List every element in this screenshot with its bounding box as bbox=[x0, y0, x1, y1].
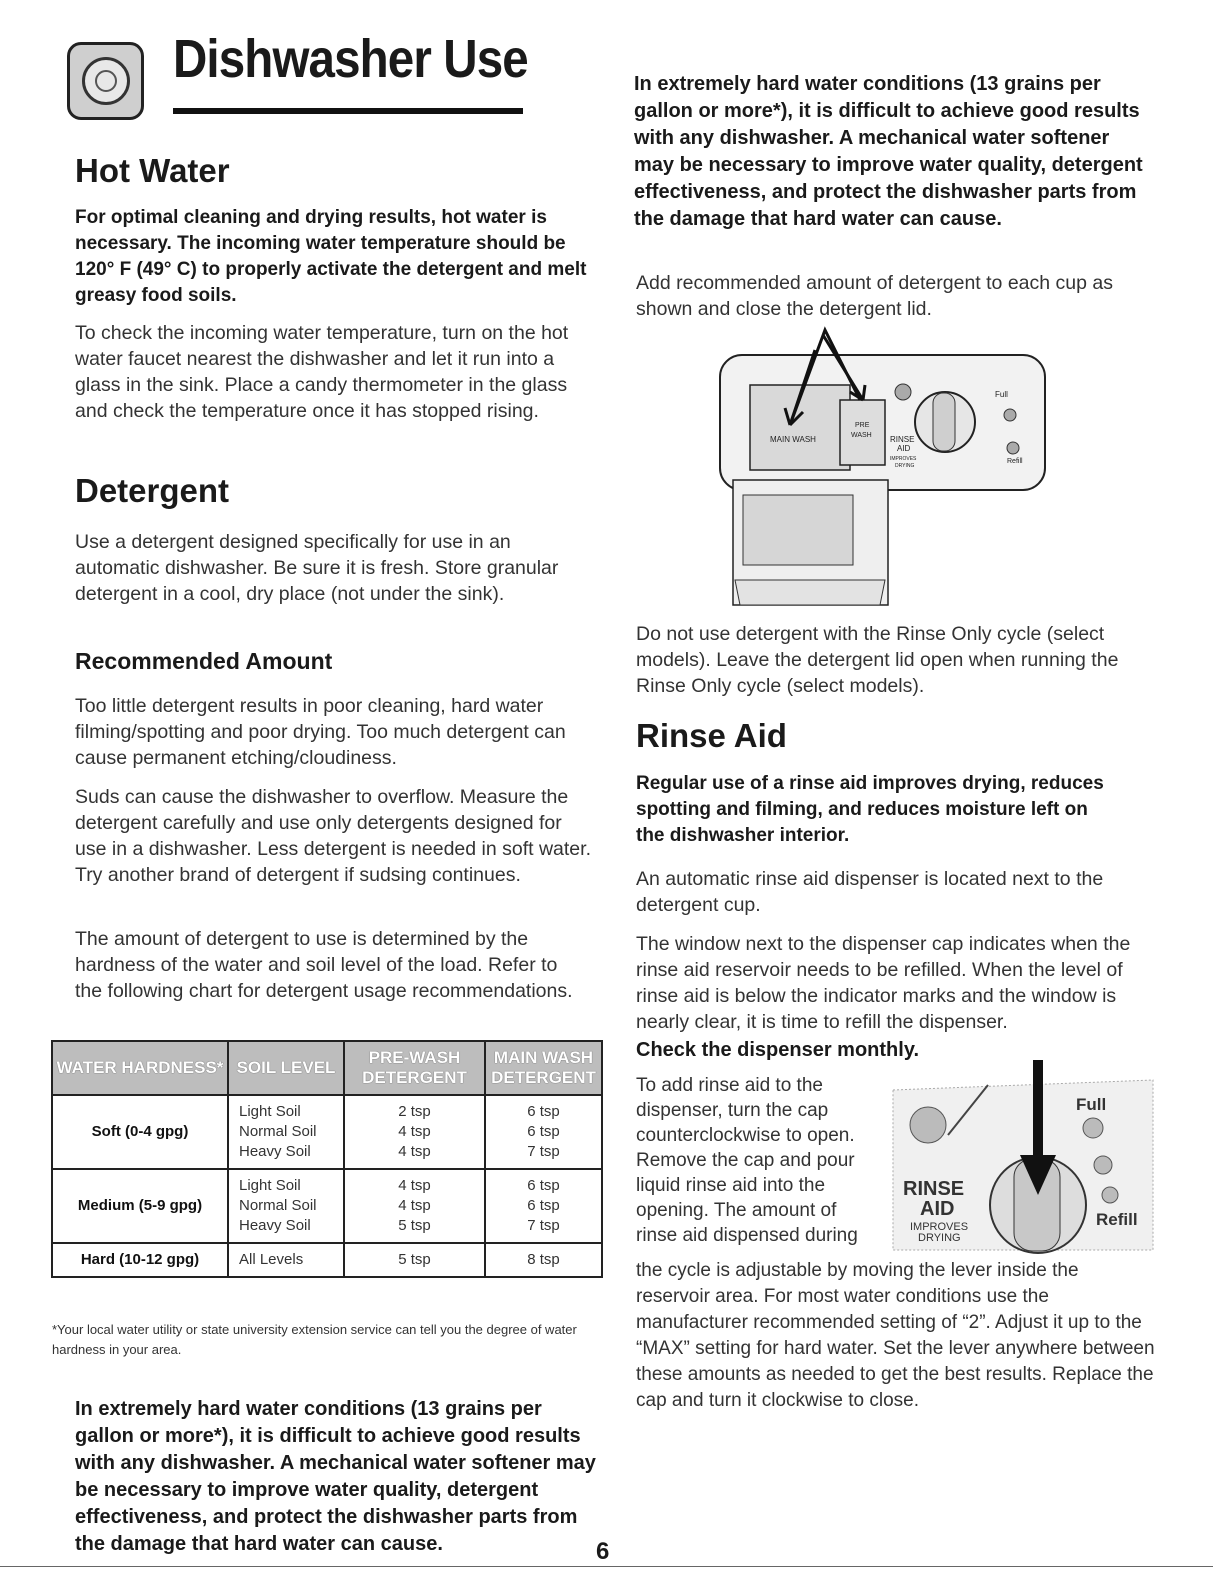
main-cell: 6 tsp bbox=[527, 1177, 560, 1194]
p3-line: liquid rinse aid into the bbox=[636, 1175, 826, 1196]
hard-water-note-part1 bbox=[75, 1396, 600, 1555]
label-full: Full bbox=[995, 390, 1008, 399]
p3-line: To add rinse aid to the bbox=[636, 1075, 823, 1096]
pre-cell: 4 tsp bbox=[398, 1177, 431, 1194]
hard-water-note-text: In extremely hard water conditions (13 grains per gallon or more*), it is difficult to achieve good results with any dishwasher. A mechanical water softener may be necessary to improve water quality, detergent effectiveness, and protect the dishwasher parts from the damage that hard water can cause. bbox=[75, 1398, 596, 1555]
col-water-hardness: WATER HARDNESS* bbox=[52, 1041, 228, 1095]
hardness-hard: Hard (10-12 gpg) bbox=[52, 1243, 228, 1277]
rinse-aid-lead: Regular use of a rinse aid improves drying, reduces spotting and filming, and reduces moisture left on the dishwasher interior. bbox=[636, 773, 1104, 846]
pre-wash-hard: 5 tsp bbox=[344, 1243, 485, 1277]
hot-water-heading: Hot Water bbox=[75, 152, 230, 189]
main-cell: 6 tsp bbox=[527, 1123, 560, 1140]
main-cell: 7 tsp bbox=[527, 1143, 560, 1160]
label-drying: DRYING bbox=[895, 463, 915, 469]
recommended-p2: Suds can cause the dishwasher to overflow. Measure the detergent carefully and use only detergents designed for use in a dishwasher. Less detergent is needed in soft water. Try another brand of detergent if sudsing continues. bbox=[75, 786, 591, 886]
pre-cell: 5 tsp bbox=[398, 1217, 431, 1234]
p3-line: rinse aid dispensed during bbox=[636, 1225, 858, 1246]
p3-line: Remove the cap and pour bbox=[636, 1150, 855, 1171]
main-cell: 6 tsp bbox=[527, 1103, 560, 1120]
closeup-label-improves: IMPROVES bbox=[910, 1221, 969, 1233]
label-wash: WASH bbox=[851, 432, 872, 439]
table-row-hard bbox=[52, 1243, 602, 1277]
table-header-row bbox=[52, 1041, 602, 1095]
closeup-label-rinse: RINSE bbox=[903, 1178, 965, 1200]
detergent-heading: Detergent bbox=[75, 472, 230, 509]
table-row-medium bbox=[52, 1169, 602, 1243]
title-underline bbox=[173, 108, 523, 114]
rinse-aid-p3-lines bbox=[636, 1073, 886, 1248]
add-detergent-text: Add recommended amount of detergent to each cup as shown and close the detergent lid. bbox=[636, 272, 1113, 320]
main-wash-medium bbox=[485, 1169, 602, 1243]
page-title: Dishwasher Use bbox=[173, 29, 528, 89]
p3-line: dispenser, turn the cap bbox=[636, 1100, 829, 1121]
detergent-chart-table bbox=[51, 1040, 603, 1278]
p3-line: opening. The amount of bbox=[636, 1200, 837, 1221]
recommended-amount-heading: Recommended Amount bbox=[75, 648, 333, 674]
soil-cell: Light Soil bbox=[239, 1103, 301, 1120]
check-dispenser-monthly: Check the dispenser monthly. bbox=[636, 1039, 920, 1061]
rinse-aid-closeup-illustration bbox=[888, 1055, 1158, 1255]
dispenser-illustration bbox=[715, 330, 1050, 610]
closeup-label-refill: Refill bbox=[1096, 1210, 1138, 1229]
label-refill: Refill bbox=[1007, 458, 1023, 465]
detergent-body: Use a detergent designed specifically for use in an automatic dishwasher. Be sure it is fresh. Store granular detergent in a cool, dry place (not under the sink). bbox=[75, 531, 559, 605]
p3-line: counterclockwise to open. bbox=[636, 1125, 855, 1146]
pre-wash-soft bbox=[344, 1095, 485, 1169]
page-number: 6 bbox=[596, 1538, 610, 1565]
pre-wash-medium bbox=[344, 1169, 485, 1243]
label-aid: AID bbox=[897, 444, 911, 453]
label-main-wash: MAIN WASH bbox=[770, 435, 816, 444]
soil-cell: Light Soil bbox=[239, 1177, 301, 1194]
hot-water-lead: For optimal cleaning and drying results, hot water is necessary. The incoming water temperature should be 120° F (49° C) to properly activate the detergent and melt greasy food soils. bbox=[75, 207, 587, 306]
col-main-wash: MAIN WASH DETERGENT bbox=[485, 1041, 602, 1095]
rinse-only-text: Do not use detergent with the Rinse Only cycle (select models). Leave the detergent lid open when running the Rinse Only cycle (select models). bbox=[636, 623, 1119, 697]
hot-water-body: To check the incoming water temperature, turn on the hot water faucet nearest the dishwasher and let it run into a glass in the sink. Place a candy thermometer in the glass and check the temperature once it has stopped rising. bbox=[75, 322, 569, 422]
soil-cell: Normal Soil bbox=[239, 1197, 317, 1214]
recommended-p1: Too little detergent results in poor cleaning, hard water filming/spotting and poor drying. Too much detergent can cause permanent etching/cloudiness. bbox=[75, 695, 566, 769]
main-wash-soft bbox=[485, 1095, 602, 1169]
main-wash-hard: 8 tsp bbox=[485, 1243, 602, 1277]
pre-cell: 4 tsp bbox=[398, 1143, 431, 1160]
soil-cell: Heavy Soil bbox=[239, 1217, 311, 1234]
rinse-aid-p3-rest: the cycle is adjustable by moving the lever inside the reservoir area. For most water conditions use the manufacturer recommended setting of “2”. Adjust it up to the “MAX” setting for hard water. Set the lever anywhere between these amounts as needed to get the best results. Replace the cap and turn it clockwise to close. bbox=[636, 1260, 1155, 1411]
dishwasher-dial-icon bbox=[67, 42, 144, 120]
recommended-p3: The amount of detergent to use is determined by the hardness of the water and soil level of the load. Refer to the following chart for detergent usage recommendations. bbox=[75, 928, 573, 1002]
main-cell: 7 tsp bbox=[527, 1217, 560, 1234]
closeup-label-aid: AID bbox=[920, 1198, 955, 1220]
main-cell: 6 tsp bbox=[527, 1197, 560, 1214]
col-soil-level: SOIL LEVEL bbox=[228, 1041, 344, 1095]
soil-level-hard: All Levels bbox=[228, 1243, 344, 1277]
pre-cell: 4 tsp bbox=[398, 1123, 431, 1140]
rinse-aid-p1: An automatic rinse aid dispenser is located next to the detergent cup. bbox=[636, 868, 1104, 916]
label-improves: IMPROVES bbox=[890, 456, 917, 462]
soil-levels-medium bbox=[228, 1169, 344, 1243]
label-pre: PRE bbox=[855, 422, 870, 429]
rinse-aid-p2: The window next to the dispenser cap indicates when the rinse aid reservoir needs to be refilled. When the level of rinse aid is below the indicator marks and the window is nearly clear, it is time to refill the dispenser. bbox=[636, 933, 1131, 1033]
pre-cell: 2 tsp bbox=[398, 1103, 431, 1120]
closeup-label-full: Full bbox=[1076, 1095, 1107, 1114]
soil-cell: Normal Soil bbox=[239, 1123, 317, 1140]
closeup-label-drying: DRYING bbox=[918, 1232, 961, 1244]
hardness-medium: Medium (5-9 gpg) bbox=[52, 1169, 228, 1243]
table-footnote: *Your local water utility or state university extension service can tell you the degree of water hardness in your area. bbox=[52, 1322, 577, 1357]
rinse-aid-heading: Rinse Aid bbox=[636, 717, 787, 754]
hard-water-note-continued-text: In extremely hard water conditions (13 grains per gallon or more*), it is difficult to achieve good results with any dishwasher. A mechanical water softener may be necessary to improve water quality, detergent effectiveness, and protect the dishwasher parts from the damage that hard water can cause. bbox=[634, 73, 1143, 230]
pre-cell: 4 tsp bbox=[398, 1197, 431, 1214]
soil-cell: Heavy Soil bbox=[239, 1143, 311, 1160]
table-row-soft bbox=[52, 1095, 602, 1169]
bottom-rule bbox=[0, 1566, 1213, 1567]
col-pre-wash: PRE-WASH DETERGENT bbox=[344, 1041, 485, 1095]
hard-water-note-continued bbox=[634, 73, 1156, 262]
label-rinse: RINSE bbox=[890, 435, 915, 444]
soil-levels-soft bbox=[228, 1095, 344, 1169]
hardness-soft: Soft (0-4 gpg) bbox=[52, 1095, 228, 1169]
